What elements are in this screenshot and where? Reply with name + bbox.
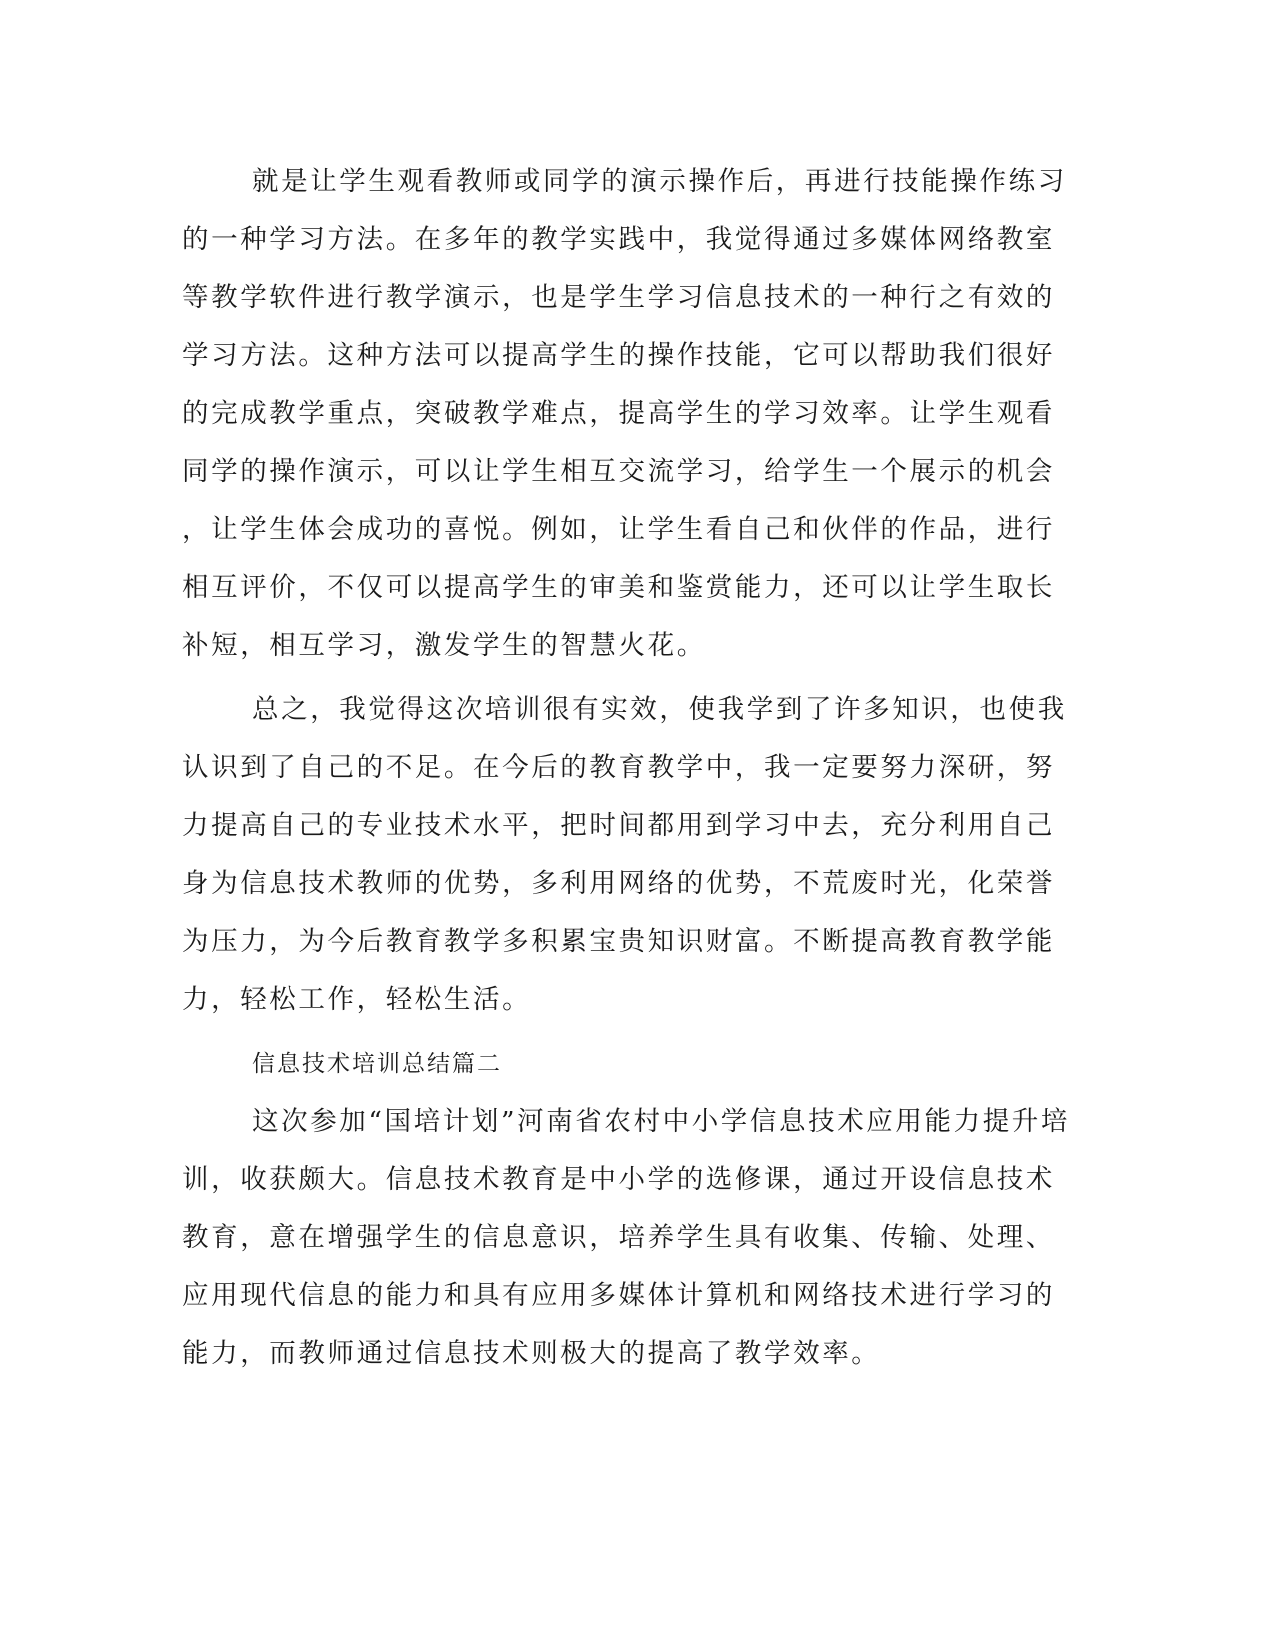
paragraph-3-line-4: 应用现代信息的能力和具有应用多媒体计算机和网络技术进行学习的 — [182, 1280, 1055, 1311]
paragraph-2-line-5: 为压力，为今后教育教学多积累宝贵知识财富。不断提高教育教学能 — [182, 926, 1055, 957]
paragraph-1-line-5: 的完成教学重点，突破教学难点，提高学生的学习效率。让学生观看 — [182, 398, 1055, 429]
paragraph-1-line-6: 同学的操作演示，可以让学生相互交流学习，给学生一个展示的机会 — [182, 456, 1055, 487]
paragraph-2-line-2: 认识到了自己的不足。在今后的教育教学中，我一定要努力深研，努 — [182, 752, 1055, 783]
paragraph-1-line-2: 的一种学习方法。在多年的教学实践中，我觉得通过多媒体网络教室 — [182, 224, 1055, 255]
paragraph-3-line-5: 能力，而教师通过信息技术则极大的提高了教学效率。 — [182, 1338, 881, 1369]
paragraph-1-line-4: 学习方法。这种方法可以提高学生的操作技能，它可以帮助我们很好 — [182, 340, 1055, 371]
paragraph-1-line-1: 就是让学生观看教师或同学的演示操作后，再进行技能操作练习 — [252, 166, 1067, 197]
paragraph-3-line-2: 训，收获颇大。信息技术教育是中小学的选修课，通过开设信息技术 — [182, 1164, 1055, 1195]
paragraph-1-line-9: 补短，相互学习，激发学生的智慧火花。 — [182, 630, 706, 661]
paragraph-2-line-1: 总之，我觉得这次培训很有实效，使我学到了许多知识，也使我 — [252, 694, 1067, 725]
paragraph-2-line-3: 力提高自己的专业技术水平，把时间都用到学习中去，充分利用自己 — [182, 810, 1055, 841]
paragraph-2-line-4: 身为信息技术教师的优势，多利用网络的优势，不荒废时光，化荣誉 — [182, 868, 1055, 899]
paragraph-2-line-6: 力，轻松工作，轻松生活。 — [182, 984, 532, 1015]
paragraph-1-line-8: 相互评价，不仅可以提高学生的审美和鉴赏能力，还可以让学生取长 — [182, 572, 1055, 603]
paragraph-1-line-7: ，让学生体会成功的喜悦。例如，让学生看自己和伙伴的作品，进行 — [182, 514, 1055, 545]
paragraph-1-line-3: 等教学软件进行教学演示，也是学生学习信息技术的一种行之有效的 — [182, 282, 1055, 313]
paragraph-3-line-1: 这次参加“国培计划”河南省农村中小学信息技术应用能力提升培 — [252, 1106, 1070, 1137]
paragraph-3-line-3: 教育，意在增强学生的信息意识，培养学生具有收集、传输、处理、 — [182, 1222, 1055, 1253]
section-heading: 信息技术培训总结篇二 — [252, 1051, 502, 1077]
